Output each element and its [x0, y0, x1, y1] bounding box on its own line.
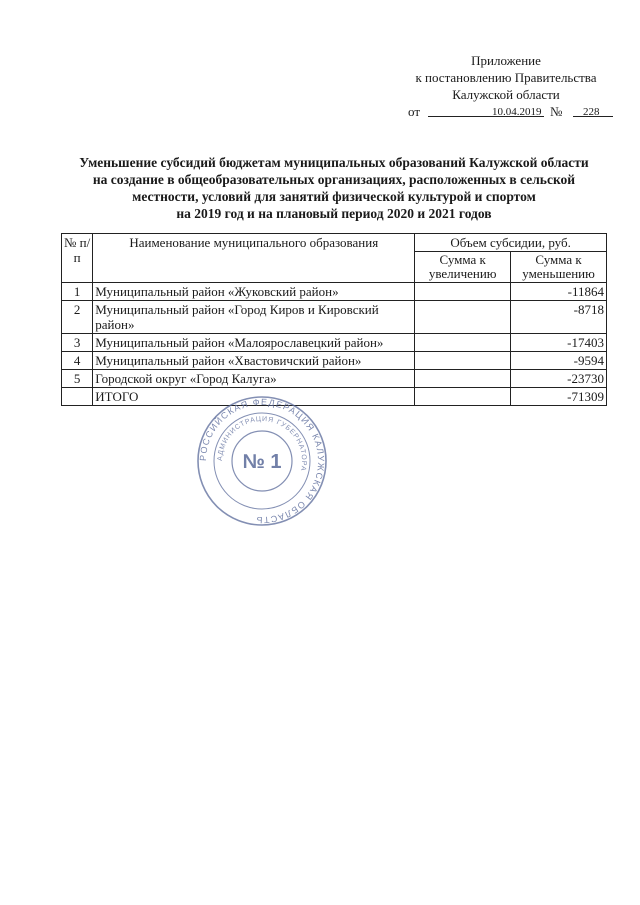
annex-line-1: Приложение: [471, 53, 541, 68]
total-decrease: -71309: [511, 388, 607, 406]
row-increase: [415, 301, 511, 334]
row-name: Муниципальный район «Малоярославецкий район»: [93, 334, 415, 352]
table-row: [62, 301, 607, 334]
total-num-cell: [62, 388, 93, 406]
date-prefix: от: [408, 104, 421, 119]
row-decrease: -8718: [511, 301, 607, 334]
annex-line-2: к постановлению Правительства: [415, 70, 597, 85]
header-name: Наименование муниципального образования: [93, 234, 415, 283]
table-row: [62, 283, 607, 301]
seal-number: № 1: [242, 451, 282, 473]
total-increase: [415, 388, 511, 406]
header-num: № п/п: [62, 234, 93, 283]
row-decrease: -17403: [511, 334, 607, 352]
title-line-2: на создание в общеобразовательных организациях, расположенных в сельской: [92, 172, 576, 187]
header-increase: Сумма к увеличению: [415, 252, 511, 283]
official-seal: [196, 395, 328, 527]
document-title: [48, 154, 620, 222]
row-num: 1: [62, 283, 93, 301]
row-num: 5: [62, 370, 93, 388]
header-amount: Объем субсидии, руб.: [415, 234, 607, 252]
row-name: Муниципальный район «Жуковский район»: [93, 283, 415, 301]
title-line-3: местности, условий для занятий физической культурой и спортом: [132, 189, 536, 204]
number-value: 228: [583, 106, 600, 118]
row-decrease: -9594: [511, 352, 607, 370]
total-label: ИТОГО: [93, 388, 415, 406]
seal-outer-text: РОССИЙСКАЯ ФЕДЕРАЦИЯ КАЛУЖСКАЯ ОБЛАСТЬ: [197, 396, 327, 526]
table-row: [62, 352, 607, 370]
table-total-row: [62, 388, 607, 406]
header-decrease: Сумма к уменьшению: [511, 252, 607, 283]
row-increase: [415, 370, 511, 388]
row-num: 3: [62, 334, 93, 352]
date-value: 10.04.2019: [492, 106, 542, 118]
number-prefix: №: [550, 104, 563, 119]
row-increase: [415, 334, 511, 352]
table-row: [62, 334, 607, 352]
subsidy-table: [61, 233, 607, 406]
seal-inner-text: АДМИНИСТРАЦИЯ ГУБЕРНАТОРА: [216, 415, 308, 472]
row-name: Городской округ «Город Калуга»: [93, 370, 415, 388]
title-line-4: на 2019 год и на плановый период 2020 и 2021 годов: [176, 206, 492, 221]
annex-date-number: [408, 103, 608, 120]
row-increase: [415, 352, 511, 370]
row-num: 4: [62, 352, 93, 370]
row-increase: [415, 283, 511, 301]
row-decrease: -23730: [511, 370, 607, 388]
row-num: 2: [62, 301, 93, 334]
row-decrease: -11864: [511, 283, 607, 301]
annex-block: [396, 52, 616, 119]
title-line-1: Уменьшение субсидий бюджетам муниципальных образований Калужской области: [79, 155, 589, 170]
row-name: Муниципальный район «Город Киров и Кировский район»: [93, 301, 415, 334]
row-name: Муниципальный район «Хвастовичский район»: [93, 352, 415, 370]
table-row: [62, 370, 607, 388]
annex-line-3: Калужской области: [452, 87, 560, 102]
